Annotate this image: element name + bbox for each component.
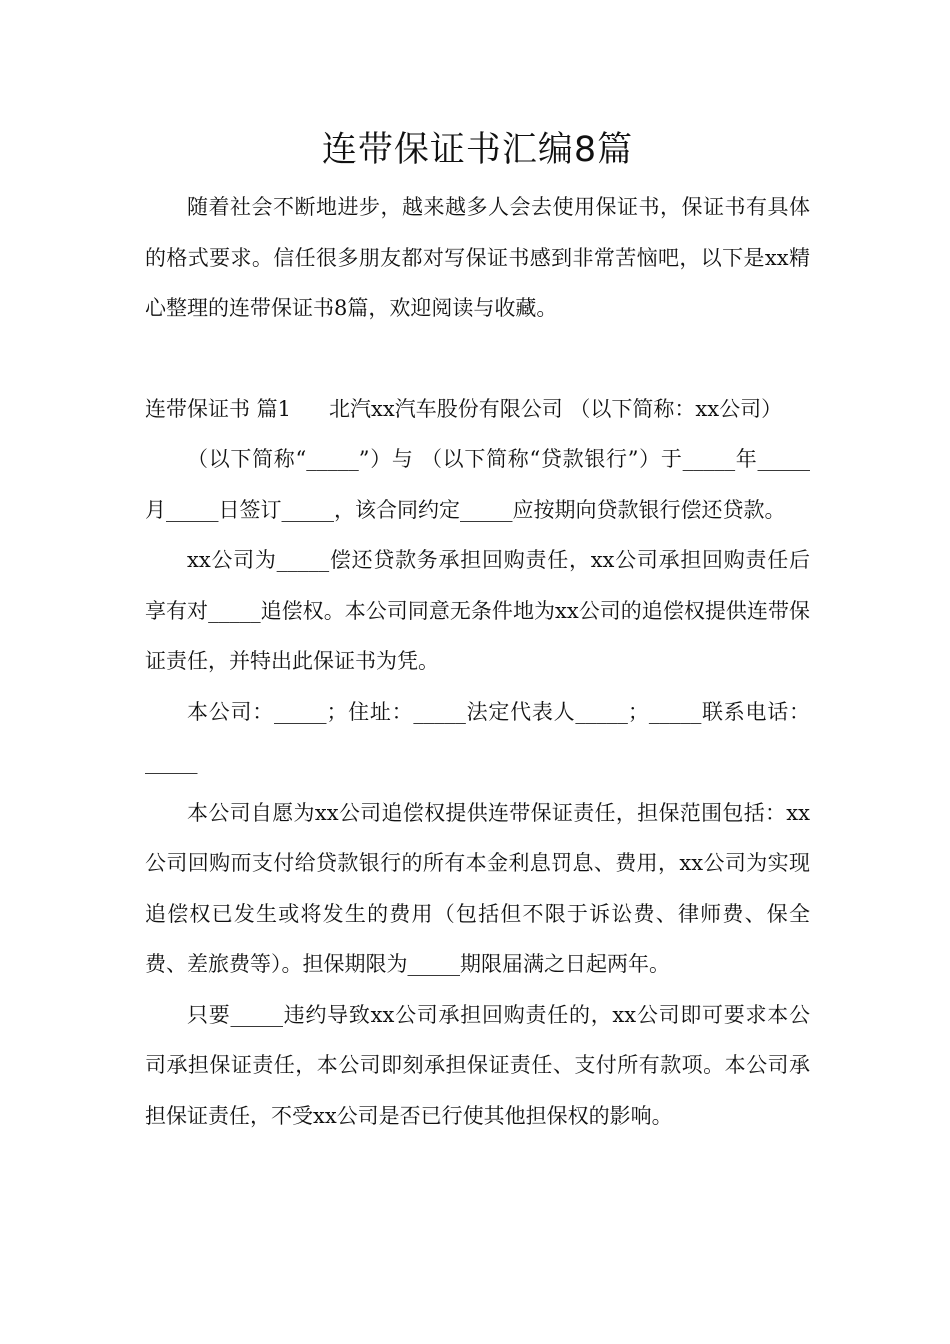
intro-paragraph: 随着社会不断地进步，越来越多人会去使用保证书，保证书有具体的格式要求。信任很多朋友都对写保证书感到非常苦恼吧，以下是xx精心整理的连带保证书8篇，欢迎阅读与收藏。 <box>145 195 810 320</box>
section-heading-paragraph <box>145 384 810 435</box>
document-title: 连带保证书汇编8篇 <box>321 130 634 170</box>
section-gap <box>145 334 810 384</box>
body-paragraph-5: 只要_____违约导致xx公司承担回购责任的，xx公司即可要求本公司承担保证责任，本公司即刻承担保证责任、支付所有款项。本公司承担保证责任，不受xx公司是否已行使其他担保权的影响。 <box>145 1002 810 1128</box>
document-page <box>145 120 810 1141</box>
body-paragraph-3: 本公司：_____；住址：_____法定代表人_____；_____联系电话：_____ <box>145 699 810 774</box>
section-first-line: 北汽xx汽车股份有限公司 （以下简称：xx公司） <box>329 396 783 421</box>
body-paragraph-1: （以下简称“_____”）与 （以下简称“贷款银行”）于_____年_____月_____日签订_____，该合同约定_____应按期向贷款银行偿还贷款。 <box>145 447 810 522</box>
section-label: 连带保证书 篇1 <box>145 396 292 421</box>
body-paragraph-2: xx公司为_____偿还贷款务承担回购责任，xx公司承担回购责任后享有对_____追偿权。本公司同意无条件地为xx公司的追偿权提供连带保证责任，并特出此保证书为凭。 <box>145 548 810 673</box>
body-paragraph-4: 本公司自愿为xx公司追偿权提供连带保证责任，担保范围包括：xx公司回购而支付给贷款银行的所有本金利息罚息、费用，xx公司为实现追偿权已发生或将发生的费用（包括但不限于诉讼费、律师费、保全费、差旅费等）。担保期限为_____期限届满之日起两年。 <box>145 800 810 976</box>
